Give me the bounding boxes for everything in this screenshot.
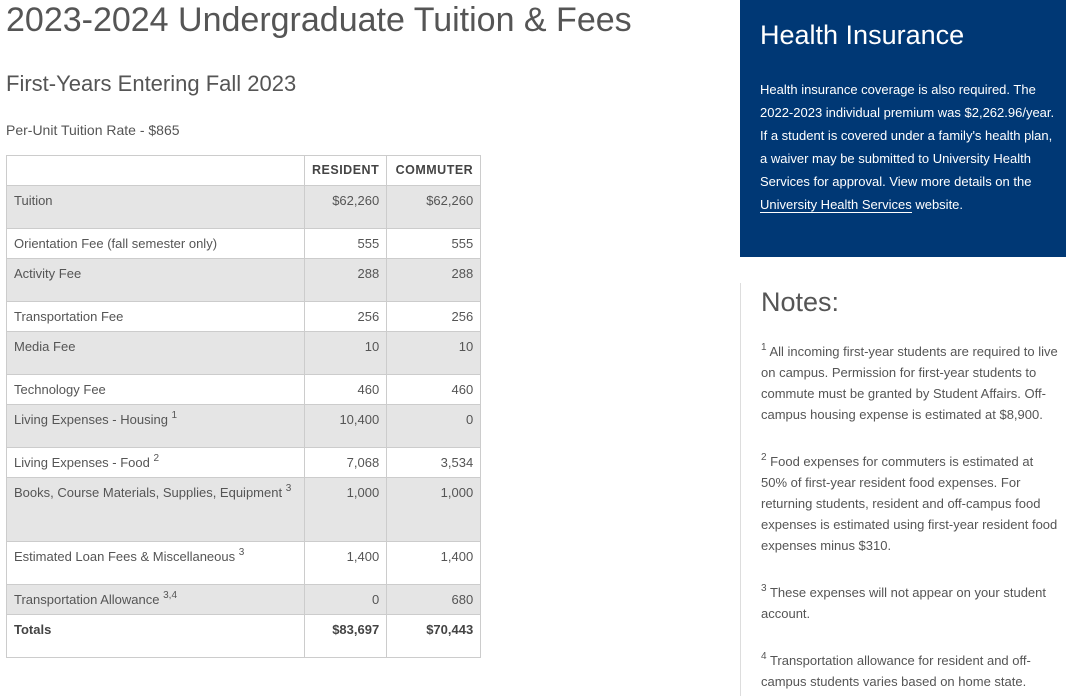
note-text: Transportation allowance for resident and off-campus students varies based on home state. (761, 653, 1031, 689)
notes-section (740, 283, 1066, 696)
health-text-after: website. (911, 197, 964, 212)
resident-value: $83,697 (305, 615, 387, 658)
row-label-text: Orientation Fee (fall semester only) (14, 236, 218, 251)
commuter-value: 10 (387, 332, 481, 375)
row-label-text: Technology Fee (14, 382, 106, 397)
row-label-text: Tuition (14, 193, 53, 208)
commuter-value: 1,400 (387, 542, 481, 585)
row-label (7, 186, 305, 229)
table-row (7, 229, 481, 259)
footnote-ref: 3 (238, 547, 245, 558)
footnote-ref: 3 (285, 483, 292, 494)
commuter-value: 1,000 (387, 478, 481, 542)
table-row (7, 542, 481, 585)
note-number: 3 (761, 583, 767, 594)
resident-value: 460 (305, 375, 387, 405)
tuition-table (6, 155, 481, 658)
note-item (761, 582, 1061, 624)
row-label (7, 615, 305, 658)
row-label (7, 302, 305, 332)
resident-value: 0 (305, 585, 387, 615)
row-label (7, 478, 305, 542)
row-label (7, 542, 305, 585)
commuter-value: 0 (387, 405, 481, 448)
note-item (761, 650, 1061, 692)
health-text-before: Health insurance coverage is also required. The 2022-2023 individual premium was $2,262.96/year. If a student is covered under a family's health plan, a waiver may be submitted to University Health Services for approval. View more details on the (760, 82, 1055, 189)
footnote-ref: 1 (171, 410, 178, 421)
row-label (7, 585, 305, 615)
resident-value: $62,260 (305, 186, 387, 229)
row-label (7, 405, 305, 448)
resident-value: 1,000 (305, 478, 387, 542)
table-row (7, 259, 481, 302)
footnote-ref: 3,4 (163, 590, 178, 601)
notes-title: Notes: (761, 287, 840, 317)
row-label (7, 448, 305, 478)
row-label-text: Living Expenses - Housing (14, 412, 172, 427)
commuter-value: $70,443 (387, 615, 481, 658)
table-row (7, 448, 481, 478)
page-subtitle: First-Years Entering Fall 2023 (6, 71, 297, 96)
row-label-text: Estimated Loan Fees & Miscellaneous (14, 549, 239, 564)
note-number: 1 (761, 342, 767, 353)
table-header-row (7, 156, 481, 186)
row-label (7, 332, 305, 375)
health-insurance-panel (740, 0, 1066, 257)
resident-value: 10 (305, 332, 387, 375)
university-health-services-link[interactable]: University Health Services (760, 197, 912, 212)
row-label (7, 375, 305, 405)
commuter-value: 680 (387, 585, 481, 615)
commuter-value: 3,534 (387, 448, 481, 478)
row-label-text: Activity Fee (14, 266, 82, 281)
table-row (7, 302, 481, 332)
table-row (7, 585, 481, 615)
health-insurance-text (760, 78, 1056, 216)
table-row (7, 186, 481, 229)
resident-value: 288 (305, 259, 387, 302)
notes-list (761, 341, 1061, 692)
note-text: Food expenses for commuters is estimated at 50% of first-year resident food expenses. For returning students, resident and off-campus food expenses is estimated using first-year resident food expenses minus $310. (761, 454, 1058, 553)
header-resident: RESIDENT (305, 156, 387, 186)
per-unit-rate: Per-Unit Tuition Rate - $865 (6, 122, 180, 138)
note-item (761, 341, 1061, 425)
header-commuter: COMMUTER (387, 156, 481, 186)
note-text: All incoming first-year students are required to live on campus. Permission for first-year students to commute must be granted by Student Affairs. Off-campus housing expense is estimated at $8,900. (761, 344, 1058, 422)
row-label-text: Transportation Allowance (14, 592, 164, 607)
commuter-value: 256 (387, 302, 481, 332)
resident-value: 1,400 (305, 542, 387, 585)
note-number: 4 (761, 651, 767, 662)
commuter-value: 288 (387, 259, 481, 302)
row-label-text: Books, Course Materials, Supplies, Equipment (14, 485, 286, 500)
commuter-value: 460 (387, 375, 481, 405)
row-label (7, 229, 305, 259)
header-label (7, 156, 305, 186)
row-label-text: Totals (14, 622, 52, 637)
row-label-text: Transportation Fee (14, 309, 124, 324)
page-title: 2023-2024 Undergraduate Tuition & Fees (6, 1, 632, 39)
commuter-value: $62,260 (387, 186, 481, 229)
table-row (7, 375, 481, 405)
footnote-ref: 2 (153, 453, 160, 464)
commuter-value: 555 (387, 229, 481, 259)
resident-value: 10,400 (305, 405, 387, 448)
table-row (7, 478, 481, 542)
row-label-text: Living Expenses - Food (14, 455, 154, 470)
note-item (761, 451, 1061, 556)
totals-row (7, 615, 481, 658)
note-text: These expenses will not appear on your student account. (761, 585, 1046, 621)
resident-value: 256 (305, 302, 387, 332)
table-row (7, 405, 481, 448)
table-row (7, 332, 481, 375)
health-insurance-title: Health Insurance (760, 20, 965, 50)
resident-value: 555 (305, 229, 387, 259)
note-number: 2 (761, 452, 767, 463)
row-label (7, 259, 305, 302)
row-label-text: Media Fee (14, 339, 76, 354)
resident-value: 7,068 (305, 448, 387, 478)
